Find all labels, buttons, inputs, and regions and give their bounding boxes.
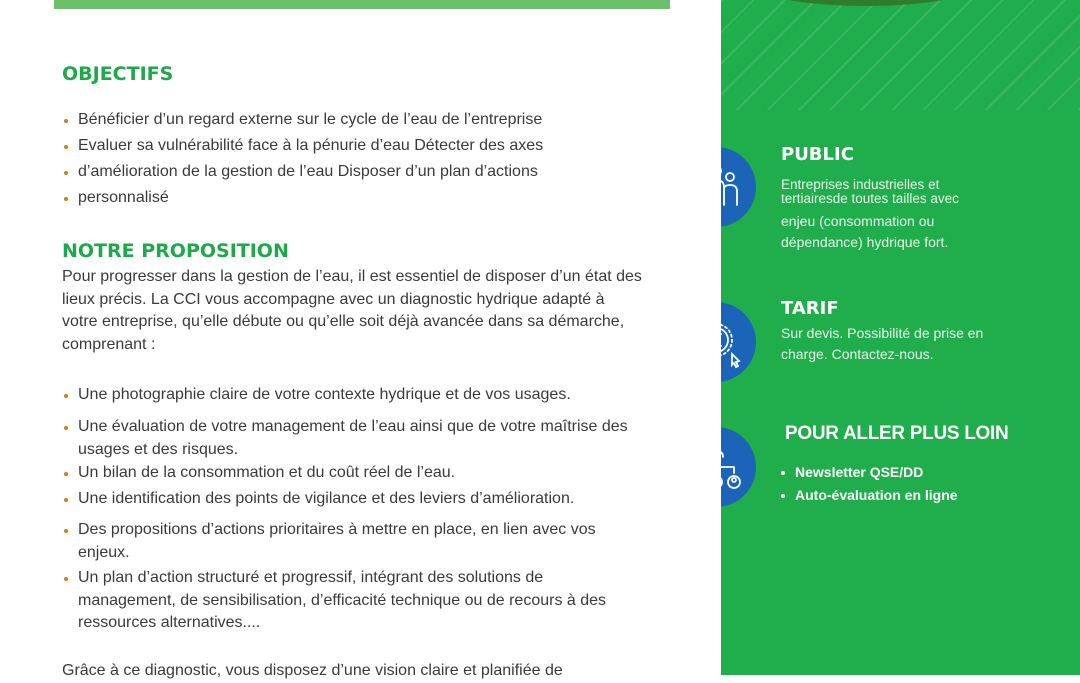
list-item: Une évaluation de votre management de l’eau ainsi que de votre maîtrise des usages et des risques.	[62, 416, 638, 461]
public-line3: enjeu (consommation ou dépendance) hydrique fort.	[781, 213, 949, 250]
proposition-closing: Grâce à ce diagnostic, vous disposez d’une vision claire et planifiée de	[62, 662, 563, 679]
auto-evaluation-link[interactable]: Auto-évaluation en ligne	[781, 484, 958, 507]
plus-loin-title: POUR ALLER PLUS LOIN	[785, 423, 1009, 444]
list-item: Des propositions d’actions prioritaires à mettre en place, en lien avec vos enjeux.	[62, 519, 638, 564]
public-line2: tertiairesde toutes tailles avec	[781, 191, 959, 206]
sidebar-panel	[721, 0, 1080, 675]
tarif-text: Sur devis. Possibilité de prise en charge. Contactez-nous.	[781, 325, 984, 362]
euro-coin-icon	[721, 302, 756, 382]
public-title: PUBLIC	[781, 144, 854, 165]
list-item: Un plan d’action structuré et progressif, intégrant des solutions de management, de sensibilisation, d’efficacité technique ou de recours à des ressources alternatives....	[62, 567, 638, 635]
stripe-pattern	[721, 0, 1080, 110]
list-item: d’amélioration de la gestion de l’eau Disposer d’un plan d’actions	[62, 161, 538, 184]
hierarchy-icon	[721, 427, 756, 507]
list-item: Une photographie claire de votre contexte hydrique et de vos usages.	[62, 384, 571, 407]
list-item: Une identification des points de vigilance et des leviers d’amélioration.	[62, 488, 574, 511]
list-item: Un bilan de la consommation et du coût réel de l’eau.	[62, 462, 455, 485]
public-line1: Entreprises industrielles et	[781, 177, 940, 192]
objectifs-heading: OBJECTIFS	[62, 63, 174, 85]
top-accent-bar	[54, 0, 670, 9]
newsletter-link[interactable]: Newsletter QSE/DD	[781, 461, 958, 484]
list-item: Evaluer sa vulnérabilité face à la pénurie d’eau Détecter des axes	[62, 135, 543, 158]
tarif-title: TARIF	[781, 298, 839, 319]
list-item: Bénéficier d’un regard externe sur le cycle de l’eau de l’entreprise	[62, 109, 542, 132]
team-icon	[721, 147, 756, 227]
list-item: personnalisé	[62, 187, 169, 210]
plus-loin-links	[781, 461, 958, 507]
proposition-intro: Pour progresser dans la gestion de l’eau, il est essentiel de disposer d’un état des lieux précis. La CCI vous accompagne avec un diagnostic hydrique adapté à votre entreprise, qu’elle débute ou qu’elle soit déjà avancée dans sa démarche, comprenant :	[62, 268, 642, 353]
proposition-heading: NOTRE PROPOSITION	[62, 240, 289, 262]
